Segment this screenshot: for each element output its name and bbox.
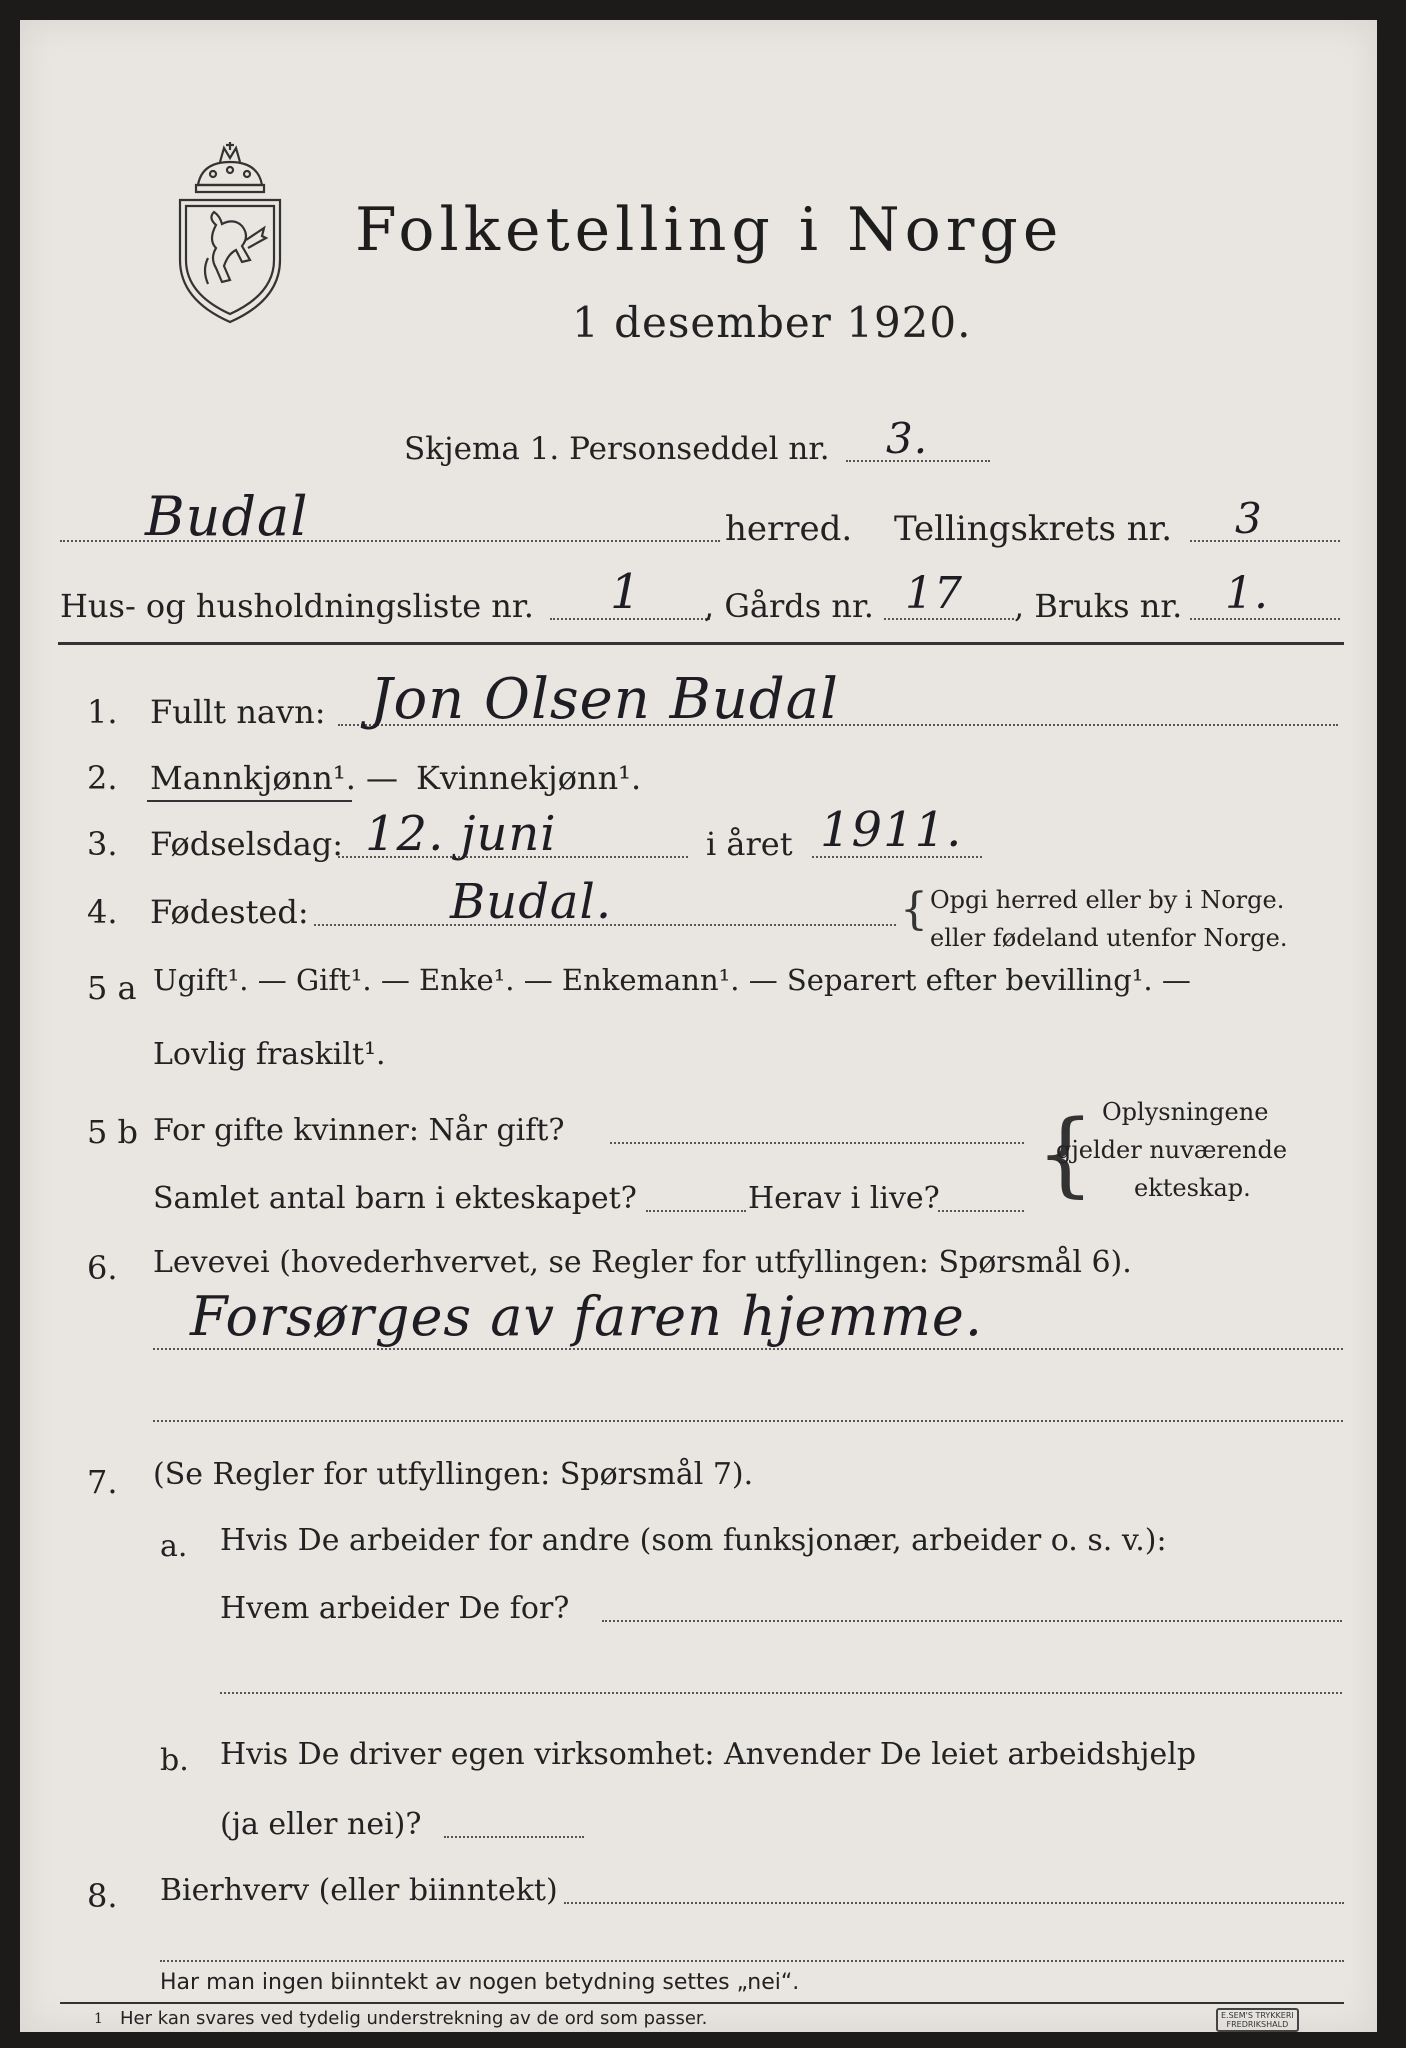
q6-dots-1 [153,1348,1343,1350]
q6-dots-2 [153,1420,1343,1422]
krets-label: Tellingskrets nr. [894,509,1173,549]
bruk-value: 1. [1225,568,1269,619]
krets-value: 3 [1235,494,1263,543]
q6-number: 6. [87,1249,118,1287]
bruk-label: , Bruks nr. [1014,587,1183,625]
q5b-label3: Herav i live? [748,1181,940,1216]
q5b-live-dots [938,1210,1024,1212]
q7b-line1: Hvis De driver egen virksomhet: Anvender De leiet arbeidshjelp [220,1737,1197,1772]
q3-year-label: i året [706,825,793,863]
q5b-number: 5 b [87,1113,139,1151]
q7a-dots-1 [602,1620,1342,1622]
q5b-gift-dots [610,1142,1024,1144]
q7a-line1: Hvis De arbeider for andre (som funksjonær, arbeider o. s. v.): [220,1523,1167,1558]
liste-value: 1 [610,564,642,620]
q5b-note1: Oplysningene [1102,1098,1269,1126]
q4-label: Fødested: [150,893,309,931]
footnote-text: Her kan svares ved tydelig understrekning av de ord som passer. [120,2008,708,2029]
schema-value: 3. [886,414,929,463]
q2-male-underline [147,800,352,802]
q8-label: Bierhverv (eller biinntekt) [160,1873,558,1908]
census-date: 1 desember 1920. [572,298,972,347]
q2-female: Kvinnekjønn¹. [416,759,642,797]
q2-number: 2. [87,759,118,797]
q1-label: Fullt navn: [150,693,326,731]
q7a-line2: Hvem arbeider De for? [220,1591,570,1626]
q3-year-value: 1911. [820,802,963,858]
footer-note: Har man ingen biinntekt av nogen betydning settes „nei“. [160,1970,800,1995]
q6-value: Forsørges av faren hjemme. [190,1285,984,1348]
q5b-barn-dots [646,1210,746,1212]
stamp-line-1: E.SEM'S TRYKKERI [1221,2011,1294,2020]
q7b-dots [444,1836,584,1838]
q3-number: 3. [87,825,118,863]
q3-day-value: 12. juni [365,806,557,862]
q8-dots-2 [160,1960,1344,1962]
q5a-number: 5 a [87,969,137,1007]
footnote-mark: 1 [94,2011,103,2027]
herred-label: herred. [725,509,853,549]
form-title: Folketelling i Norge [355,195,1064,265]
q6-label: Levevei (hovederhvervet, se Regler for utfyllingen: Spørsmål 6). [153,1245,1132,1280]
q7-number: 7. [87,1463,118,1501]
q4-number: 4. [87,893,118,931]
census-form [20,20,1377,2032]
q4-note2: eller fødeland utenfor Norge. [930,924,1288,952]
q8-dots-1 [564,1902,1344,1904]
schema-label: Skjema 1. Personseddel nr. [404,431,830,467]
q7-label: (Se Regler for utfyllingen: Spørsmål 7). [153,1457,754,1492]
q7a-dots-2 [220,1692,1342,1694]
krets-dots [1190,540,1340,542]
q7b-line2: (ja eller nei)? [220,1807,422,1842]
printer-stamp [1216,2008,1299,2032]
liste-label: Hus- og husholdningsliste nr. [60,587,534,625]
q5b-brace: { [1036,1100,1095,1207]
q4-brace: { [900,884,928,935]
q2-separator: — [366,759,398,797]
q3-label: Fødselsdag: [150,825,344,863]
q1-value: Jon Olsen Budal [370,667,839,732]
footnote-divider [60,2002,1344,2004]
header-divider [58,642,1344,645]
q5a-line1: Ugift¹. — Gift¹. — Enke¹. — Enkemann¹. — Separert efter bevilling¹. — [153,963,1191,997]
q5b-label2: Samlet antal barn i ekteskapet? [153,1181,637,1216]
q1-number: 1. [87,693,118,731]
q5a-line2: Lovlig fraskilt¹. [153,1037,386,1072]
herred-value: Budal [145,485,309,548]
q5b-label1: For gifte kvinner: Når gift? [153,1113,565,1148]
q4-note1: Opgi herred eller by i Norge. [930,886,1285,914]
q7b-letter: b. [160,1743,189,1778]
coat-of-arms-icon [168,140,293,325]
gard-value: 17 [905,568,963,619]
q7a-letter: a. [160,1529,188,1564]
q4-value: Budal. [450,874,613,930]
q2-male: Mannkjønn¹. [150,759,356,797]
stamp-line-2: FREDRIKSHALD [1226,2020,1289,2029]
q8-number: 8. [87,1877,118,1915]
q5b-note2: gjelder nuværende [1056,1136,1288,1164]
q5b-note3: ekteskap. [1134,1174,1251,1202]
gard-label: , Gårds nr. [704,587,874,625]
